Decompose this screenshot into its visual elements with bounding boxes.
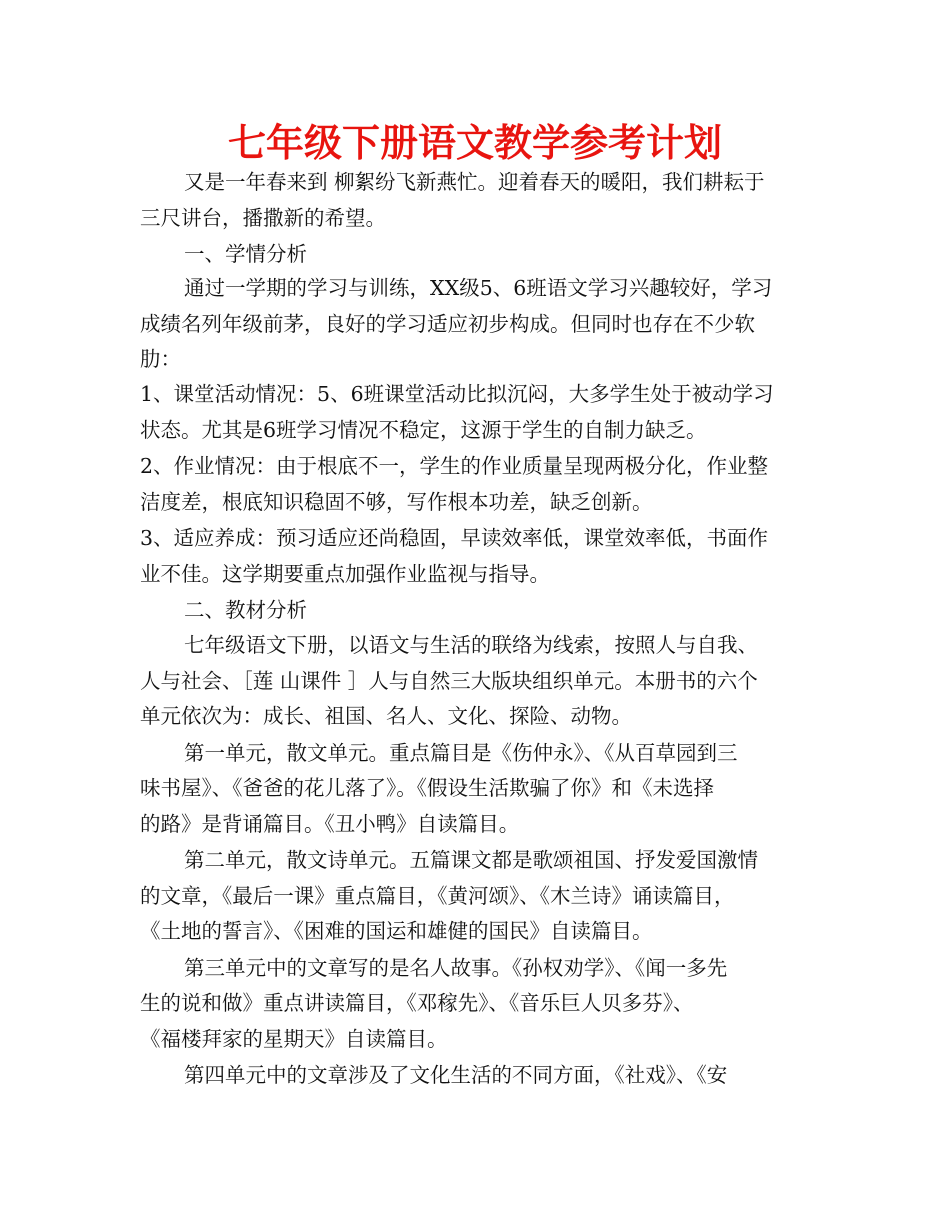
paragraph-line: 人与社会、［莲 山课件 ］人与自然三大版块组织单元。本册书的六个 (140, 669, 758, 693)
paragraph-line: 第三单元中的文章写的是名人故事。《孙权劝学》、《闻一多先 (184, 956, 728, 980)
list-item-line: 洁度差，根底知识稳固不够，写作根本功差，缺乏创新。 (140, 490, 653, 514)
list-item-line: 1、课堂活动情况：5、6班课堂活动比拟沉闷，大多学生处于被动学习 (140, 382, 774, 406)
paragraph-line: 单元依次为：成长、祖国、名人、文化、探险、动物。 (140, 704, 632, 728)
section-heading: 一、学情分析 (184, 242, 307, 266)
paragraph-line: 味书屋》、《爸爸的花儿落了》。《假设生活欺骗了你》和《未选择 (140, 776, 714, 800)
paragraph-line: 肋： (140, 347, 181, 371)
paragraph-line: 三尺讲台，播撒新的希望。 (140, 206, 386, 230)
paragraph-line: 第四单元中的文章涉及了文化生活的不同方面，《社戏》、《安 (184, 1063, 728, 1087)
document-title: 七年级下册语文教学参考计划 (227, 121, 722, 165)
paragraph-line: 《福楼拜家的星期天》自读篇目。 (140, 1027, 448, 1051)
list-item-line: 状态。尤其是6班学习情况不稳定，这源于学生的自制力缺乏。 (140, 418, 707, 442)
paragraph-line: 生的说和做》重点讲读篇目，《邓稼先》、《音乐巨人贝多芬》、 (140, 991, 694, 1015)
paragraph-line: 的文章，《最后一课》重点篇目，《黄河颂》、《木兰诗》诵读篇目， (140, 884, 735, 908)
paragraph-line: 七年级语文下册，以语文与生活的联络为线索，按照人与自我、 (184, 633, 758, 657)
list-item-line: 业不佳。这学期要重点加强作业监视与指导。 (140, 562, 550, 586)
paragraph-line: 第二单元，散文诗单元。五篇课文都是歌颂祖国、抒发爱国激情 (184, 848, 758, 872)
paragraph-line: 第一单元，散文单元。重点篇目是《伤仲永》、《从百草园到三 (184, 741, 738, 765)
paragraph-line: 通过一学期的学习与训练，XX级5、6班语文学习兴趣较好，学习 (184, 276, 773, 300)
section-heading: 二、教材分析 (184, 598, 307, 622)
paragraph-line: 又是一年春来到 柳絮纷飞新燕忙。迎着春天的暖阳，我们耕耘于 (184, 170, 765, 194)
paragraph-line: 的路》是背诵篇目。《丑小鸭》自读篇目。 (140, 812, 520, 836)
paragraph-line: 《土地的誓言》、《困难的国运和雄健的国民》自读篇目。 (140, 919, 653, 943)
list-item-line: 3、适应养成：预习适应还尚稳固，早读效率低，课堂效率低，书面作 (140, 526, 769, 550)
list-item-line: 2、作业情况：由于根底不一，学生的作业质量呈现两极分化，作业整 (140, 454, 769, 478)
paragraph-line: 成绩名列年级前茅，良好的学习适应初步构成。但同时也存在不少软 (140, 312, 755, 336)
